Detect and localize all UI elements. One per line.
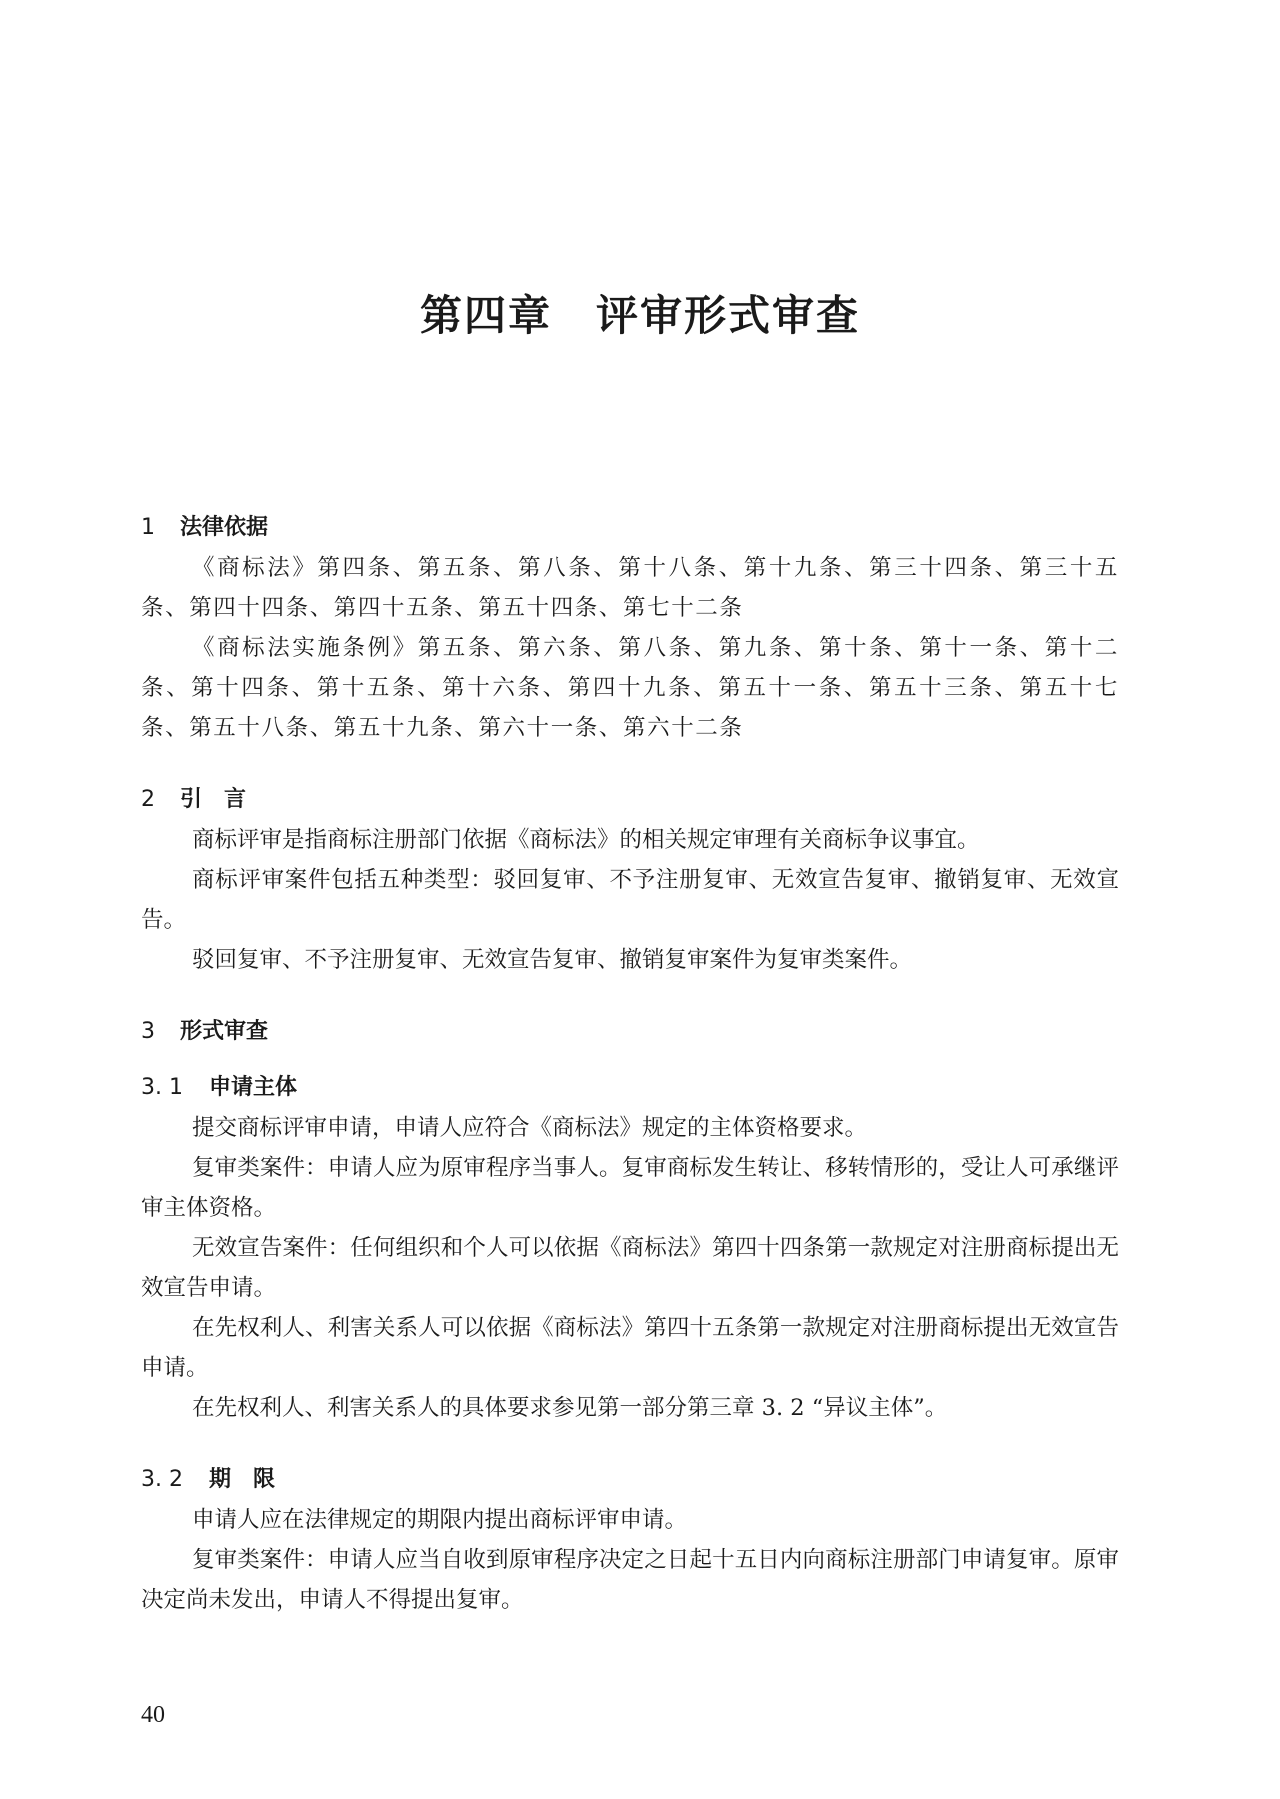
paragraph: 商标评审案件包括五种类型：驳回复审、不予注册复审、无效宣告复审、撤销复审、无效宣告。 <box>141 867 1119 933</box>
paragraph: 在先权利人、利害关系人的具体要求参见第一部分第三章 3. 2 “异议主体”。 <box>192 1395 948 1421</box>
section-title: 期 限 <box>209 1467 276 1492</box>
section-heading-3-2 <box>141 1460 1119 1500</box>
section-title: 法律依据 <box>180 515 269 540</box>
section-heading-1 <box>141 508 1119 548</box>
paragraph: 《商标法实施条例》第五条、第六条、第八条、第九条、第十条、第十一条、第十二条、第十四条、第十五条、第十六条、第四十九条、第五十一条、第五十三条、第五十七条、第五十八条、第五十九条、第六十一条、第六十二条 <box>141 635 1119 741</box>
page-number: 40 <box>141 1702 165 1728</box>
paragraph: 商标评审是指商标注册部门依据《商标法》的相关规定审理有关商标争议事宜。 <box>192 827 980 853</box>
chapter-label: 第四章 <box>419 291 552 340</box>
chapter-title <box>0 288 1280 344</box>
section-title: 引 言 <box>180 787 247 812</box>
section-title: 形式审查 <box>180 1019 269 1044</box>
document-body <box>141 508 1119 1620</box>
section-heading-2 <box>141 780 1119 820</box>
section-number: 3. 2 <box>141 1467 183 1492</box>
section-title: 申请主体 <box>209 1075 298 1100</box>
paragraph: 提交商标评审申请，申请人应符合《商标法》规定的主体资格要求。 <box>192 1115 868 1141</box>
chapter-name: 评审形式审查 <box>596 291 861 340</box>
section-number: 1 <box>141 515 155 540</box>
paragraph: 复审类案件：申请人应当自收到原审程序决定之日起十五日内向商标注册部门申请复审。原审决定尚未发出，申请人不得提出复审。 <box>141 1547 1119 1613</box>
section-heading-3 <box>141 1012 1119 1052</box>
paragraph: 无效宣告案件：任何组织和个人可以依据《商标法》第四十四条第一款规定对注册商标提出无效宣告申请。 <box>141 1235 1119 1301</box>
paragraph: 《商标法》第四条、第五条、第八条、第十八条、第十九条、第三十四条、第三十五条、第四十四条、第四十五条、第五十四条、第七十二条 <box>141 555 1119 621</box>
section-number: 2 <box>141 787 155 812</box>
paragraph: 在先权利人、利害关系人可以依据《商标法》第四十五条第一款规定对注册商标提出无效宣告申请。 <box>141 1315 1119 1381</box>
section-number: 3. 1 <box>141 1075 183 1100</box>
paragraph: 复审类案件：申请人应为原审程序当事人。复审商标发生转让、移转情形的，受让人可承继评审主体资格。 <box>141 1155 1119 1221</box>
paragraph: 申请人应在法律规定的期限内提出商标评审申请。 <box>192 1507 688 1533</box>
section-heading-3-1 <box>141 1068 1119 1108</box>
paragraph: 驳回复审、不予注册复审、无效宣告复审、撤销复审案件为复审类案件。 <box>192 947 913 973</box>
section-number: 3 <box>141 1019 155 1044</box>
